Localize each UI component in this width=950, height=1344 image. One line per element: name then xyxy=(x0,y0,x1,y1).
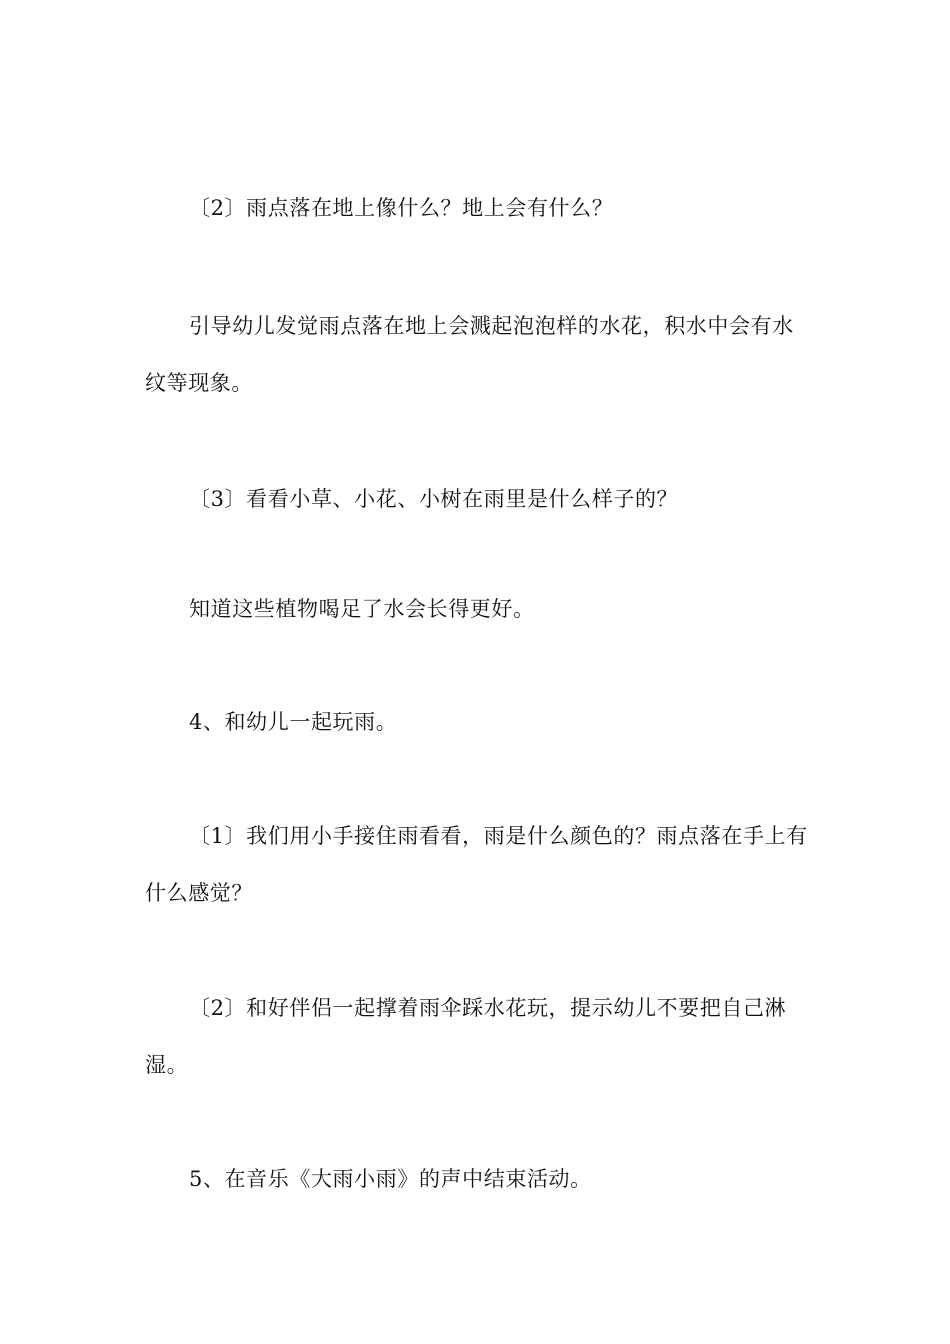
paragraph-guide-splash: 引导幼儿发觉雨点落在地上会溅起泡泡样的水花，积水中会有水纹等现象。 xyxy=(145,314,794,395)
paragraph-plants: 知道这些植物喝足了水会长得更好。 xyxy=(189,597,535,621)
paragraph-umbrella: 〔2〕和好伴侣一起撑着雨伞踩水花玩，提示幼儿不要把自己淋湿。 xyxy=(145,996,787,1077)
paragraph-step-5: 5、在音乐《大雨小雨》的声中结束活动。 xyxy=(189,1167,592,1191)
paragraph-question-2: 〔2〕雨点落在地上像什么？地上会有什么？ xyxy=(189,196,614,220)
paragraph-step-4: 4、和幼儿一起玩雨。 xyxy=(189,710,398,734)
paragraph-question-1: 〔1〕我们用小手接住雨看看，雨是什么颜色的？雨点落在手上有什么感觉？ xyxy=(145,824,808,905)
paragraph-question-3: 〔3〕看看小草、小花、小树在雨里是什么样子的？ xyxy=(189,487,679,511)
